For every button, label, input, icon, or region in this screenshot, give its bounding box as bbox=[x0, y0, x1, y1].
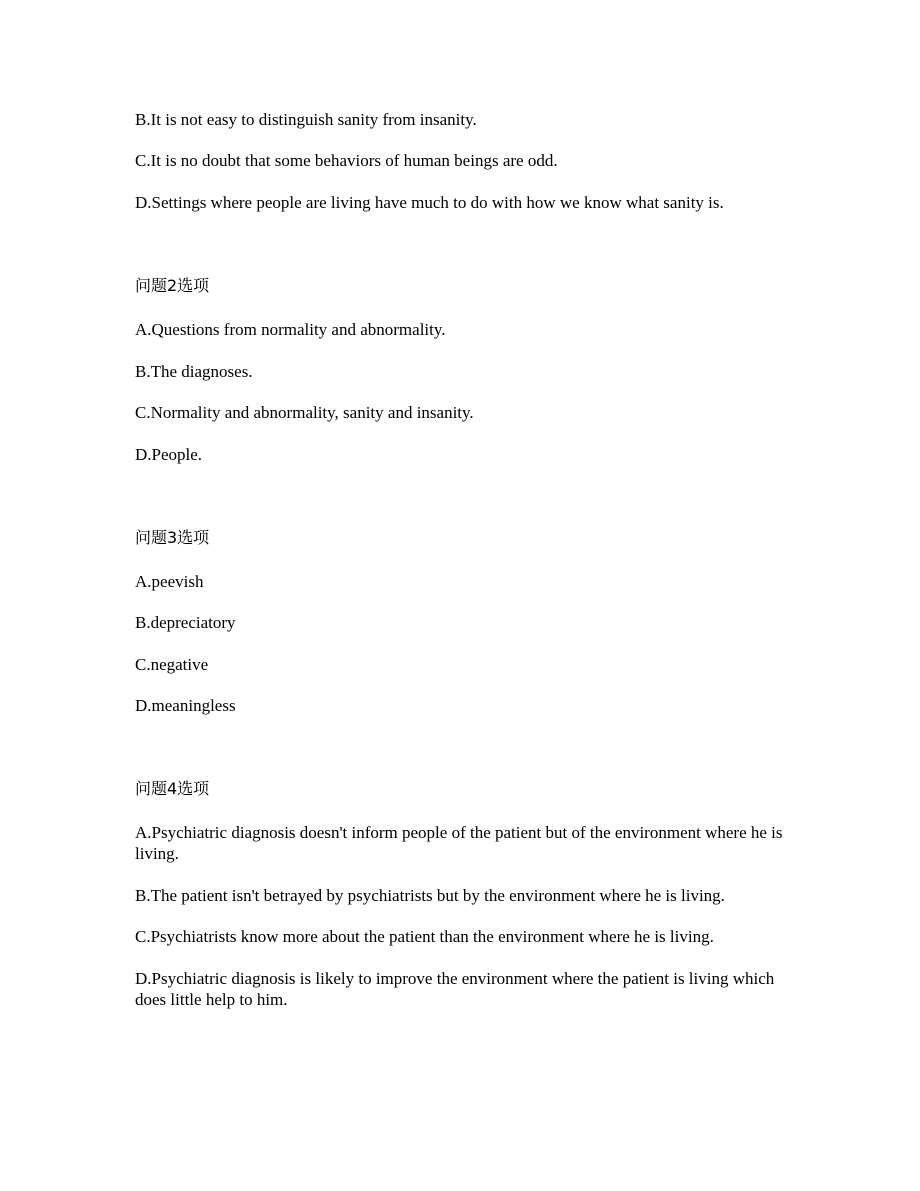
q2-option-d: D.People. bbox=[135, 445, 203, 464]
q1-option-b: B.It is not easy to distinguish sanity from insanity. bbox=[135, 110, 477, 129]
q1-option-c: C.It is no doubt that some behaviors of human beings are odd. bbox=[135, 151, 558, 170]
q3-option-c: C.negative bbox=[135, 655, 209, 674]
q2-option-a: A.Questions from normality and abnormality. bbox=[135, 320, 446, 339]
q4-option-a: A.Psychiatric diagnosis doesn't inform people of the patient but of the environment where he is living. bbox=[135, 823, 783, 863]
q2-option-b: B.The diagnoses. bbox=[135, 362, 253, 381]
q4-option-c: C.Psychiatrists know more about the patient than the environment where he is living. bbox=[135, 927, 714, 946]
q3-option-b: B.depreciatory bbox=[135, 613, 236, 632]
q4-heading: 问题4选项 bbox=[135, 779, 210, 798]
q3-option-a: A.peevish bbox=[135, 572, 204, 591]
q4-option-d: D.Psychiatric diagnosis is likely to improve the environment where the patient is living which does little help to him. bbox=[135, 969, 775, 1009]
q1-option-d: D.Settings where people are living have much to do with how we know what sanity is. bbox=[135, 193, 724, 212]
q3-option-d: D.meaningless bbox=[135, 696, 236, 715]
q2-heading: 问题2选项 bbox=[135, 276, 210, 295]
q2-option-c: C.Normality and abnormality, sanity and insanity. bbox=[135, 403, 474, 422]
q3-heading: 问题3选项 bbox=[135, 528, 210, 547]
q4-option-b: B.The patient isn't betrayed by psychiatrists but by the environment where he is living. bbox=[135, 886, 725, 905]
